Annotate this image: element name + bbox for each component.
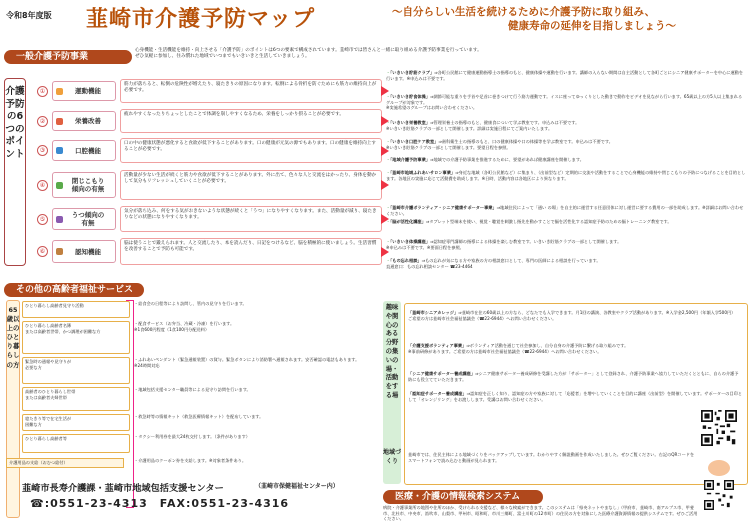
service-description: ・ふれあいペンダント（緊急通報装置）の貸与。緊急ボタンにより消防署へ通報されます。安否確認の電話もあります。 ※24時間対応 [134,357,360,368]
point-description: 脳は使うことで鍛えられます。人と交流したり、本を読んだり、日記をつけるなど、脳を積極的に使いましょう。生活習慣を改善することで予防も可能です。 [120,238,382,265]
point-label [52,172,116,198]
edition-year: 令和8年度版 [6,11,52,20]
point-icon [56,118,63,125]
bullet-icon: ・ [386,205,391,210]
point-label-text: 口腔機能 [75,146,101,155]
community-item-name: 「介護支援ボランティア事業」 [408,343,467,348]
program-text: ⇒もの忘れが気になる方や家族の方の相談窓口として、専門の医師による相談を行っています。 直通窓口：もの忘れ相談センター ☎23-4464 [386,258,601,269]
bullet-icon: ・ [386,157,391,162]
program-name: 「もの忘れ相談」 [390,258,422,263]
community-item-name: 「認知症サポーター養成講座」 [408,391,467,396]
office-location: （韮崎市保健福祉センター内） [255,483,339,490]
program-text: ⇒地域での介護予防事業を推進するために、要望があれば健康講座を開催します。 [429,157,584,162]
point-label [52,111,116,131]
point-description: 筋力が落ちると、転倒の危険性が増えたり、寝たきりの原因になります。転倒による骨折を防ぐためにも筋力の維持向上が必要です。 [120,79,382,103]
program-item [386,239,746,250]
qr-code-video[interactable] [701,410,737,446]
service-target: ひとり暮らし高齢者等 [22,434,130,453]
pointing-hand-icon [706,456,732,478]
point-description: 気分が落ち込み、何をする気がおきないような状態が続くと「うつ」になりやすくなります。また、活動量が減り、寝たきりなどの状態になりやすくなります。 [120,206,382,232]
program-item [386,258,746,269]
community-item-text: ⇒韮崎市在住の60歳以上の方なら、どなたでも入学できます。月1回の講演、各教室やクラブ活動があります。※入学金2,500円（年額入学500円） ご希望の方は韮崎市社会福祉協議会（☎22-6944）へお問い合わせください。 [408,310,736,321]
vertical-title: 介護予防の6つのポイント [5,86,25,160]
section-heading-other-services: その他の高齢者福祉サービス [4,283,144,297]
program-name: 「いきいき貯筋クラブ」 [390,70,435,75]
point-icon [56,88,63,95]
community-item-name: 「韮崎市シニアカレッジ」 [408,310,459,315]
service-target: 緊急時の通報や見守りが 必要な方 [22,357,130,384]
service-target: ひとり暮らし高齢者名簿 または高齢者世帯、かつ調理が困難な方 [22,321,130,354]
point-number: ④ [37,180,48,191]
subtitle-line2: 健康寿命の延伸を目指しましょう～ [508,20,676,32]
program-text: ⇒各町公民館にて健康運動指導士の指導のもと、健康体操や運動を行います。講師の入らない期間は自主活動として各町ごとにシニア健康サポーターを中心に運動を行います。※申込みは不要です。 [386,70,744,81]
community-vertical-title: 趣味や関心のある分野の集いの場・活動をする場 [385,304,399,399]
program-text: ⇒調節可能な重りを手首や足首に巻きつけて行う筋力運動です。イスに座ってゆっくりとした動きで動作をビデオを見ながら行います。65歳以上の方5人以上集まれるグループが対象です。 ※実施希望のグループはお問い合わせください。 [386,94,743,111]
point-description: 活動量が少ない生活が続くと筋力や食欲が低下することがあります。外に出て、色々な人と交流をはかったり、身体を動かして気分もリフレッシュしていくことが必要です。 [120,170,382,200]
point-label-text: 認知機能 [75,247,101,256]
community-item-name: 「シニア健康サポーター養成講座」 [408,371,476,376]
point-label [52,208,116,230]
service-description: ・タクシー利用券を最大24枚交付します。（条件があります） [134,434,250,439]
program-text: ⇒認知症専門講師の指導による体操を楽しむ教室です。いきいき貯筋クラブの一部として開催します。 ※申込みは不要です。※要面日程を参照。 [386,239,622,250]
service-description: ・救急時等の情報キット（救急医療情報キット）を配布しています。 [134,414,264,419]
point-label-text: うつ傾向の 有無 [71,211,105,227]
point-icon [56,147,63,154]
community-item [408,371,742,382]
program-item [386,70,746,81]
diaper-support-desc: ・介護用品のクーポン券を支給します。※対象者条件あり。 [134,458,247,463]
page-title: 韮崎市介護予防マップ [86,7,316,32]
program-item [386,120,746,131]
bullet-icon: ・ [386,239,391,244]
community-item-text: ⇒シニア健康サポーター養成研修を受講した方が「サポーター」として登録され、介護予防事業へ協力していただくとともに、自らの介護予防にも役立てていただきます。 [408,371,739,382]
program-text: ⇒管理栄養士の指導のもと、健康食について学ぶ教室です。申込みは不要です。 ※いきいき貯筋クラブの一部として開催します。詳細は実施日程にてご案内いたします。 [386,120,580,131]
community-item-text: ⇒認知症を正しく知り、認知症の方や家族に対して「応援者」を増やしていくことを目的に講座（出前型）を開催しています。サポーターの目印として「オレンジリング」をお渡しします。受講はお問い合わせください。 [408,391,743,402]
bullet-icon: ・ [386,170,391,175]
diaper-support-label: 介護用品の支給（おむつ給付） [6,458,124,468]
community-item [408,391,742,402]
office-phone: ☎:0551-23-4313 FAX:0551-23-4316 [30,497,290,510]
service-target: ひとり暮らし高齢者見守り活動 [22,301,130,318]
section-heading-general: 一般介護予防事業 [4,50,132,64]
service-target: 高齢者のひとり暮らし世帯 または高齢者夫婦世帯 [22,387,130,411]
service-target: 寝たきり等で在宅生活が 困難な方 [22,414,130,431]
bullet-icon: ・ [386,258,391,263]
community-bottom-label: 地域づくり [383,448,401,484]
program-name: 「脳が活性化講座」 [390,219,426,224]
subtitle-line1: ～自分らしい生活を続けるために介護予防に取り組み、 [392,6,656,18]
point-icon [56,248,63,255]
point-label [52,140,116,161]
point-number: ⑤ [37,214,48,225]
bullet-icon: ・ [386,219,391,224]
program-name: 「いきいき貯食体操」 [390,94,430,99]
point-label [52,81,116,101]
program-item [386,94,746,111]
bullet-icon: ・ [386,94,391,99]
service-description: ・給食会の日程等により訪問し、管内の見守りを行います。 [134,301,247,306]
point-number: ② [37,116,48,127]
point-icon [56,216,63,223]
program-item [386,170,746,181]
program-text: ⇒歯科衛生士の指導のもと、口の健康体操や口の体操等を学ぶ教室です。申込みは不要です。 ※いきいき貯筋クラブの一部として開催します。要望日程を参照。 [386,139,613,150]
program-name: 「いきいき栄養教室」 [390,120,430,125]
service-description: ・配食サービス（お弁当、冷蔵・冷凍）を行います。 ※1食600円程度（1食100円分配送料） [134,321,235,332]
bullet-icon: ・ [386,120,391,125]
program-text: ⇒タブレット型端末を使い、視覚・聴覚を刺激し指先を動かすことで脳を活性化する認知症予防のための脳トレーニング教室です。 [425,219,672,224]
program-name: 「韮崎市地域ふれあいサロン事業」 [390,170,456,175]
point-description: 口の中の健康状態が悪化すると食欲が低下することがあります。口の健康が元気の源でもあります。口の健康を維持向上することが必要です。 [120,138,382,163]
program-text: ⇒地域住民によって「通い の場」を自主的に運営する任意団体に対し運営に要する費用の一部を助成します。※詳細はお問い合わせください。 [386,205,744,216]
point-number: ⑥ [37,246,48,257]
bullet-icon: ・ [386,139,391,144]
service-description: ・地域包括支援センター職員等による見守り訪問を行います。 [134,387,251,392]
program-name: 「地域介護予防事業」 [390,157,430,162]
program-item [386,157,746,163]
point-label-text: 運動機能 [75,87,101,95]
point-label-text: 栄養改善 [75,117,101,125]
search-system-desc: 病院・介護事業所の地図や住所のほか、受けられる支援など、様々な検索ができます。このシステムは「県央ネットやまなし」（甲府市、韮崎市、南アルプス市、甲斐市、北杜市、中央市、笛吹市、山梨市、甲州市、昭和町、市川三郷町、富士川町の12市町）の住民の方を対象にした医療介護資源情報の提供システムです。ぜひご活用ください。 [383,505,698,522]
point-number: ① [37,86,48,97]
point-number: ③ [37,145,48,156]
point-description: 疲れやすくなったりちょっとしたことで体調を崩しやすくなるため、栄養をしっかり摂ることが必要です。 [120,109,382,133]
program-item [386,219,746,225]
office-name: 韮崎市長寿介護課・韮崎市地域包括支援センター [22,483,224,494]
program-name: 「いきいき体操講座」 [390,239,430,244]
point-label-text: 閉じこもり 傾向の有無 [71,177,105,193]
point-icon [56,182,63,189]
program-text: ⇒身近な地域（各町公民館など）に集まり、（出前型など）定期的に交流や活動をすることで心身機能の維持や閉じこもりの予防につなげることを目的とします。各地区の実施に応じて活動費を助成します。※日時、活動内容は各地区により異なります。 [386,170,746,181]
community-item-text: ⇒ボランティア活動を通じて社会参加し、自分自身の介護予防に繋げる取り組みです。 ※事前研修があります。ご希望の方は韮崎市社会福祉協議会（☎22-6944）へお問い合わせください。 [408,343,629,354]
section-heading-search-system: 医療・介護の情報検索システム [383,490,543,504]
vertical-title-2: 65歳以上のひとり暮らしの方 [6,306,20,369]
point-label [52,240,116,263]
section-intro: 心身機能・生活機能を維持・向上させる「介護予防」のポイントは6つの要素で構成されています。韮崎市では皆さんと一緒に取り組める介護予防事業を行っています。 ぜひ気軽に参加し、住み慣れた地域でいつまでもいきいきと生活していきましょう。 [135,48,482,60]
program-item [386,205,746,216]
program-name: 「韮崎市介護ボランティア・シニア健康サポーター事業」 [390,205,497,210]
program-name: 「いきいき口腔ケア教室」 [390,139,439,144]
community-item [408,310,742,321]
qr-code-system[interactable] [704,480,734,510]
community-item [408,343,742,354]
bullet-icon: ・ [386,70,391,75]
program-item [386,139,746,150]
community-bottom-text: 韮崎市では、住民主体による地域づくりをバックアップしています。わかりやすく解説動画を作成いたしました。ぜひご覧ください。右記のQRコードをスマートフォンで読み込むと動画が見られます。 [408,452,695,463]
